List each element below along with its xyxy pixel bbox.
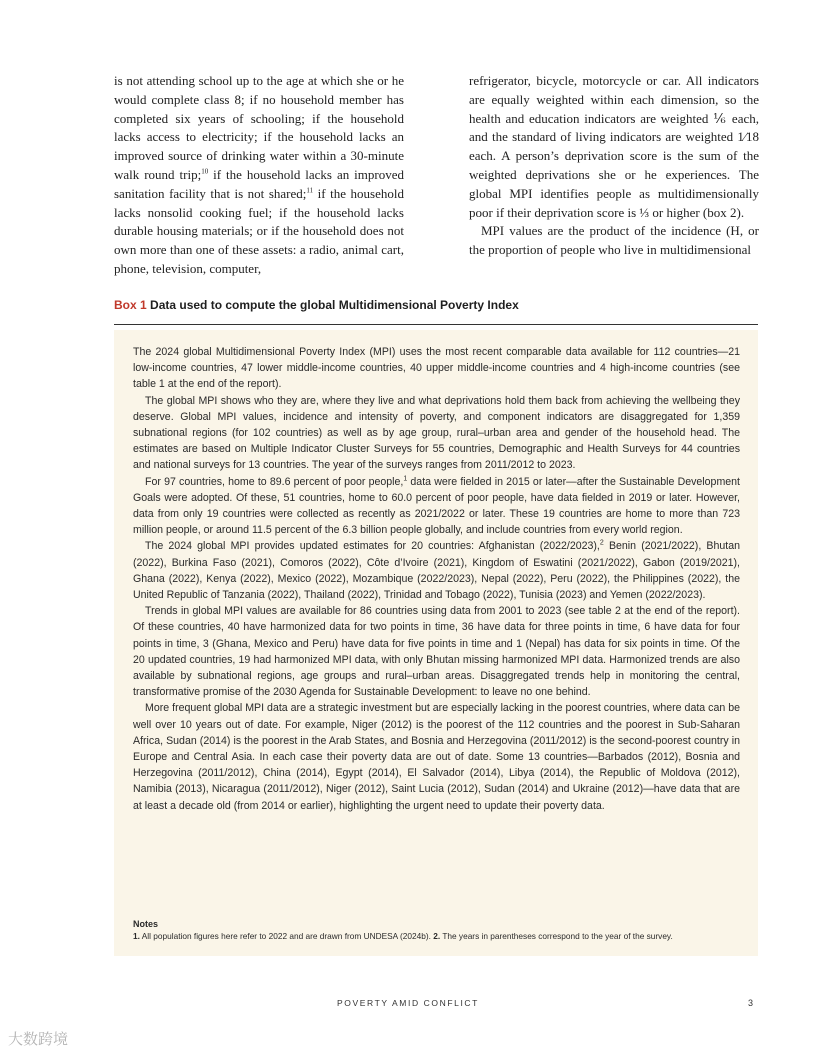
notes-text: 1. All population figures here refer to 2022 and are drawn from UNDESA (2024b). 2. The years in parentheses correspond to the year of the survey. bbox=[133, 931, 673, 941]
box-title: Data used to compute the global Multidimensional Poverty Index bbox=[146, 298, 519, 312]
box-notes bbox=[133, 918, 743, 942]
box-paragraph-2: The global MPI shows who they are, where they live and what deprivations hold them back from achieving the wellbeing they deserve. Global MPI values, incidence and intensity of poverty, and component indicators are disaggregated for 1,359 subnational regions (for 102 countries) as well as by age group, rural–urban area and gender of the household head. The estimates are based on Multiple Indicator Cluster Surveys for 55 countries, Demographic and Health Surveys for 44 countries and national surveys for 13 countries. The year of the surveys ranges from 2011/2012 to 2023. bbox=[133, 394, 740, 472]
watermark-logo: 大数跨境 bbox=[8, 1030, 69, 1048]
box-paragraph-4: The 2024 global MPI provides updated estimates for 20 countries: Afghanistan (2022/2023),$^2$ Benin (2021/2022), Bhutan (2022), Burkina Faso (2021), Comoros (2022), Côte d’Ivoire (2021), Kingdom of Eswatini (2021/2022), Gabon (2019/2021), Ghana (2022), Kenya (2022), Mexico (2022), Mozambique (2022/2023), Nepal (2022), Peru (2022), the Philippines (2022), the United Republic of Tanzania (2022), Thailand (2022), Trinidad and Tobago (2022), Tunisia (2023) and Yemen (2022/2023). bbox=[133, 539, 741, 602]
note-ref-2[interactable]: 2 bbox=[599, 539, 604, 547]
box-paragraph-5: Trends in global MPI values are available for 86 countries using data from 2001 to 2023 (see table 2 at the end of the report). Of these countries, 40 have harmonized data for two points in time, 36 have data for three points in time, 6 have data for four points in time, 3 (Ghana, Mexico and Peru) have data for five points in time and 1 (Nepal) has data for six points in time. Of the 20 updated countries, 19 had harmonized MPI data, with only Bhutan missing harmonized MPI data. Harmonized trends are also available by subnational regions, age groups and rural–urban areas. Disaggregated trends help in monitoring the central, transformative promise of the 2030 Agenda for Sustainable Development: to leave no one behind. bbox=[133, 605, 740, 699]
box-paragraph-1: The 2024 global Multidimensional Poverty Index (MPI) uses the most recent comparable data available for 112 countries—21 low-income countries, 47 lower middle-income countries, 40 upper middle-income countries and 4 high-income countries (see table 1 at the end of the report). bbox=[133, 346, 740, 391]
right-column bbox=[469, 72, 759, 260]
page-number: 3 bbox=[748, 998, 754, 1008]
box-heading bbox=[114, 298, 758, 325]
box-label: Box 1 bbox=[114, 298, 147, 312]
box-paragraph-3: For 97 countries, home to 89.6 percent of poor people,$^1$ data were fielded in 2015 or later—after the Sustainable Development Goals were adopted. Of these, 51 countries, home to 60.0 percent of poor people, have data fielded in 2019 or later. However, data from only 19 countries were collected as recently as 2021/2022 or later. These 19 countries are home to more than 723 million people, or around 11.5 percent of the 6.3 billion people globally, and include countries from every world region. bbox=[133, 475, 740, 537]
footnote-ref-10[interactable]: 10 bbox=[201, 167, 209, 176]
right-column-paragraph-1: refrigerator, bicycle, motorcycle or car. All indicators are equally weighted within each dimension, so the health and education indicators are weighted ⅙ each, and the standard of living indicators are weighted 1⁄18 each. A person’s deprivation score is the sum of the weighted deprivations she or he experiences. The global MPI identifies people as multidimensionally poor if their deprivation score is ⅓ or higher (box 2). bbox=[469, 73, 759, 220]
left-column bbox=[114, 72, 404, 279]
notes-title: Notes bbox=[133, 919, 159, 929]
footnote-ref-11[interactable]: 11 bbox=[306, 186, 314, 195]
note-ref-1[interactable]: 1 bbox=[403, 475, 408, 483]
box-paragraph-6: More frequent global MPI data are a strategic investment but are especially lacking in the poorest countries, where data can be well over 10 years out of date. For example, Niger (2012) is the poorest of the 112 countries and the poorest in Sub-Saharan Africa, Sudan (2014) is the poorest in the Arab States, and Bosnia and Herzegovina (2011/2012) is the second-poorest country in Europe and Central Asia. In each case their poverty data are out of date. Some 13 countries—Barbados (2012), Bosnia and Herzegovina (2011/2012), China (2014), Egypt (2014), El Salvador (2014), Libya (2014), the Republic of Moldova (2012), Namibia (2013), Nicaragua (2011/2012), Niger (2012), Saint Lucia (2012), Sudan (2014) and Ukraine (2012)—have data that are at least a decade old (from 2014 or earlier), highlighting the urgent need to update their poverty data. bbox=[133, 702, 740, 812]
box-panel bbox=[114, 330, 758, 956]
right-column-paragraph-2: MPI values are the product of the incidence (H, or the proportion of people who live in multidimensional bbox=[469, 223, 759, 258]
left-column-text: is not attending school up to the age at which she or he would complete class 8; if no household member has completed six years of schooling; if the household lacks access to electricity; if the household lacks an improved source of drinking water within a 30-minute walk round trip;$^{10}$ if the household lacks an improved sanitation facility that is not shared;$^{11}$ if the household lacks nonsolid cooking fuel; if the household lacks durable housing materials; or if the household does not own more than one of these assets: a radio, animal cart, phone, television, computer, bbox=[114, 73, 404, 276]
running-footer-title: POVERTY AMID CONFLICT bbox=[337, 998, 479, 1008]
box-body bbox=[133, 344, 740, 814]
